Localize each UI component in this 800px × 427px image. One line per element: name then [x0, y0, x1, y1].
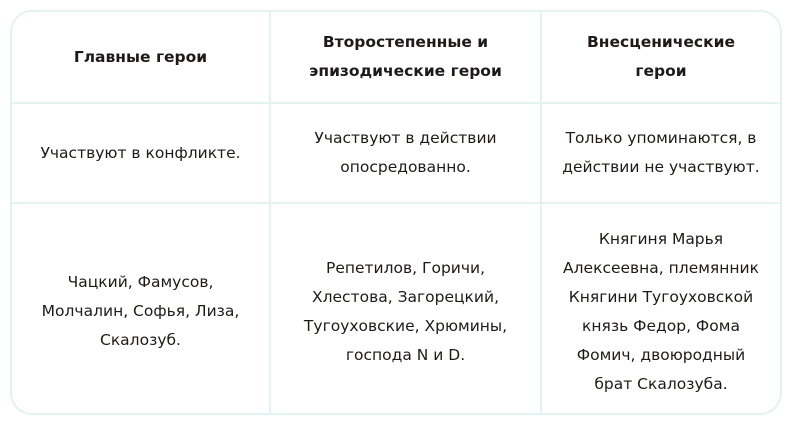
header-offstage-heroes: Внесценические герои	[542, 12, 780, 104]
table-cell-main-role: Участвуют в конфликте.	[12, 104, 271, 204]
header-main-heroes: Главные герои	[12, 12, 271, 104]
header-secondary-heroes: Второстепенные и эпизодические герои	[271, 12, 542, 104]
table-cell-main-list: Чацкий, Фамусов, Молчалин, Софья, Лиза, Скалозуб.	[12, 204, 271, 413]
table-cell-secondary-role: Участвуют в действии опосредованно.	[271, 104, 542, 204]
heroes-table	[10, 10, 782, 415]
table-cell-offstage-role: Только упоминаются, в действии не участвуют.	[542, 104, 780, 204]
table-cell-secondary-list: Репетилов, Горичи, Хлестова, Загорецкий, Тугоуховские, Хрюмины, господа N и D.	[271, 204, 542, 413]
table-cell-offstage-list: Княгиня Марья Алексеевна, племянник Княгини Тугоуховской князь Федор, Фома Фомич, двоюродный брат Скалозуба.	[563, 229, 759, 393]
